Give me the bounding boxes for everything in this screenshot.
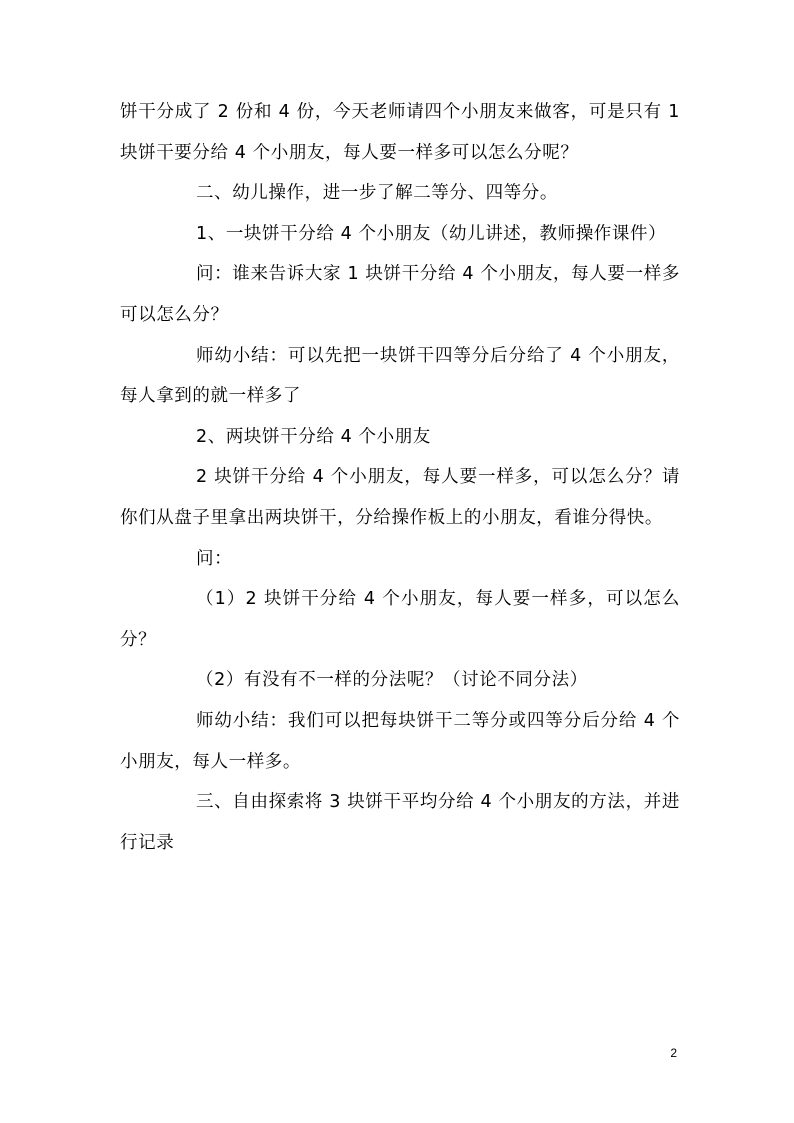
paragraph-12: 三、自由探索将 3 块饼干平均分给 4 个小朋友的方法，并进行记录 xyxy=(120,792,680,853)
paragraph-5: 师幼小结：可以先把一块饼干四等分后分给了 4 个小朋友，每人拿到的就一样多了 xyxy=(120,345,680,407)
paragraph-7: 2 块饼干分给 4 个小朋友，每人要一样多，可以怎么分？请你们从盘子里拿出两块饼干，分给操作板上的小朋友，看谁分得快。 xyxy=(120,467,680,528)
paragraph-6: 2、两块饼干分给 4 个小朋友 xyxy=(196,426,431,447)
paragraph-11: 师幼小结：我们可以把每块饼干二等分或四等分后分给 4 个小朋友，每人一样多。 xyxy=(120,710,680,772)
paragraph-8: 问： xyxy=(196,548,233,569)
paragraph-1: 饼干分成了 2 份和 4 份，今天老师请四个小朋友来做客，可是只有 1 块饼干要分给 4 个小朋友，每人要一样多可以怎么分呢？ xyxy=(120,102,680,163)
paragraph-4: 问：谁来告诉大家 1 块饼干分给 4 个小朋友，每人要一样多可以怎么分？ xyxy=(120,264,680,325)
paragraph-10: （2）有没有不一样的分法呢？（讨论不同分法） xyxy=(196,670,588,691)
paragraph-9: （1）2 块饼干分给 4 个小朋友，每人要一样多，可以怎么分？ xyxy=(120,589,680,650)
paragraph-3: 1、一块饼干分给 4 个小朋友（幼儿讲述，教师操作课件） xyxy=(196,223,667,244)
page-number: 2 xyxy=(670,1046,677,1060)
document-body xyxy=(120,92,680,863)
paragraph-2: 二、幼儿操作，进一步了解二等分、四等分。 xyxy=(196,183,558,204)
